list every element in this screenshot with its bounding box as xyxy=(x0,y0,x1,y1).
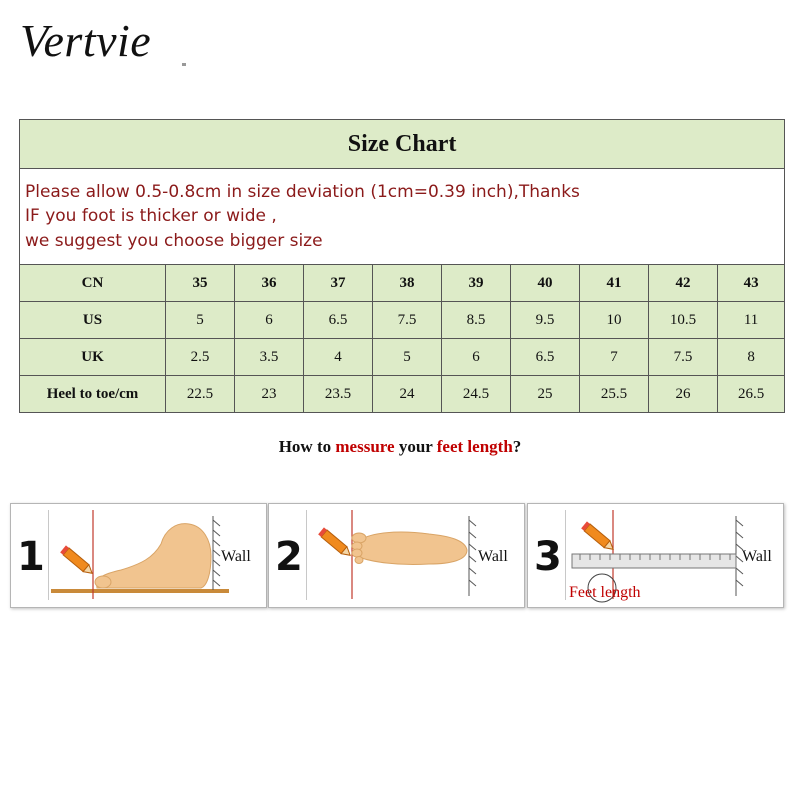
table-cell: 5 xyxy=(166,302,235,339)
feet-length-label: Feet length xyxy=(569,584,641,601)
note-line: we suggest you choose bigger size xyxy=(25,230,323,251)
howto-highlight: feet length xyxy=(436,437,513,456)
table-cell: 4 xyxy=(304,339,373,376)
table-cell: 11 xyxy=(718,302,785,339)
step-number: 2 xyxy=(275,534,303,580)
table-row xyxy=(20,265,785,302)
size-chart-table xyxy=(19,119,785,413)
table-cell: 26.5 xyxy=(718,376,785,413)
step-panel-2 xyxy=(268,503,525,608)
table-cell: 22.5 xyxy=(166,376,235,413)
step-number: 1 xyxy=(17,534,45,580)
wall-label: Wall xyxy=(221,548,251,565)
size-chart-notes xyxy=(20,169,785,265)
size-chart-title: Size Chart xyxy=(20,120,785,169)
table-cell: 23 xyxy=(235,376,304,413)
how-to-measure-heading xyxy=(0,437,800,457)
table-cell: 10.5 xyxy=(649,302,718,339)
table-cell: 3.5 xyxy=(235,339,304,376)
table-cell: 6.5 xyxy=(511,339,580,376)
howto-highlight: messure xyxy=(335,437,395,456)
row-header: US xyxy=(20,302,166,339)
table-cell: 24 xyxy=(373,376,442,413)
howto-text: How to xyxy=(278,437,336,456)
table-cell: 24.5 xyxy=(442,376,511,413)
step-number: 3 xyxy=(534,534,562,580)
table-cell: 23.5 xyxy=(304,376,373,413)
note-line: IF you foot is thicker or wide , xyxy=(25,206,277,227)
row-header: Heel to toe/cm xyxy=(20,376,166,413)
wall-label: Wall xyxy=(742,548,772,565)
table-cell: 6.5 xyxy=(304,302,373,339)
step-panel-3 xyxy=(527,503,784,608)
table-cell: 35 xyxy=(166,265,235,302)
table-cell: 7.5 xyxy=(649,339,718,376)
note-line: Please allow 0.5-0.8cm in size deviation (1cm=0.39 inch),Thanks xyxy=(25,181,580,202)
step-panel-1 xyxy=(10,503,267,608)
table-cell: 25 xyxy=(511,376,580,413)
table-cell: 41 xyxy=(580,265,649,302)
table-cell: 26 xyxy=(649,376,718,413)
table-cell: 8 xyxy=(718,339,785,376)
table-cell: 5 xyxy=(373,339,442,376)
table-cell: 43 xyxy=(718,265,785,302)
table-cell: 10 xyxy=(580,302,649,339)
table-row xyxy=(20,339,785,376)
table-cell: 7.5 xyxy=(373,302,442,339)
howto-text: your xyxy=(394,437,437,456)
table-row xyxy=(20,302,785,339)
table-cell: 37 xyxy=(304,265,373,302)
table-cell: 38 xyxy=(373,265,442,302)
table-cell: 6 xyxy=(235,302,304,339)
table-cell: 7 xyxy=(580,339,649,376)
brand-logo: Vertvie xyxy=(20,15,152,66)
table-cell: 25.5 xyxy=(580,376,649,413)
table-cell: 9.5 xyxy=(511,302,580,339)
wall-label: Wall xyxy=(478,548,508,565)
table-row xyxy=(20,376,785,413)
howto-text: ? xyxy=(512,437,522,456)
table-cell: 36 xyxy=(235,265,304,302)
table-cell: 6 xyxy=(442,339,511,376)
brand-dot xyxy=(182,63,186,66)
table-cell: 2.5 xyxy=(166,339,235,376)
row-header: UK xyxy=(20,339,166,376)
table-cell: 42 xyxy=(649,265,718,302)
table-cell: 39 xyxy=(442,265,511,302)
row-header: CN xyxy=(20,265,166,302)
table-cell: 40 xyxy=(511,265,580,302)
table-cell: 8.5 xyxy=(442,302,511,339)
